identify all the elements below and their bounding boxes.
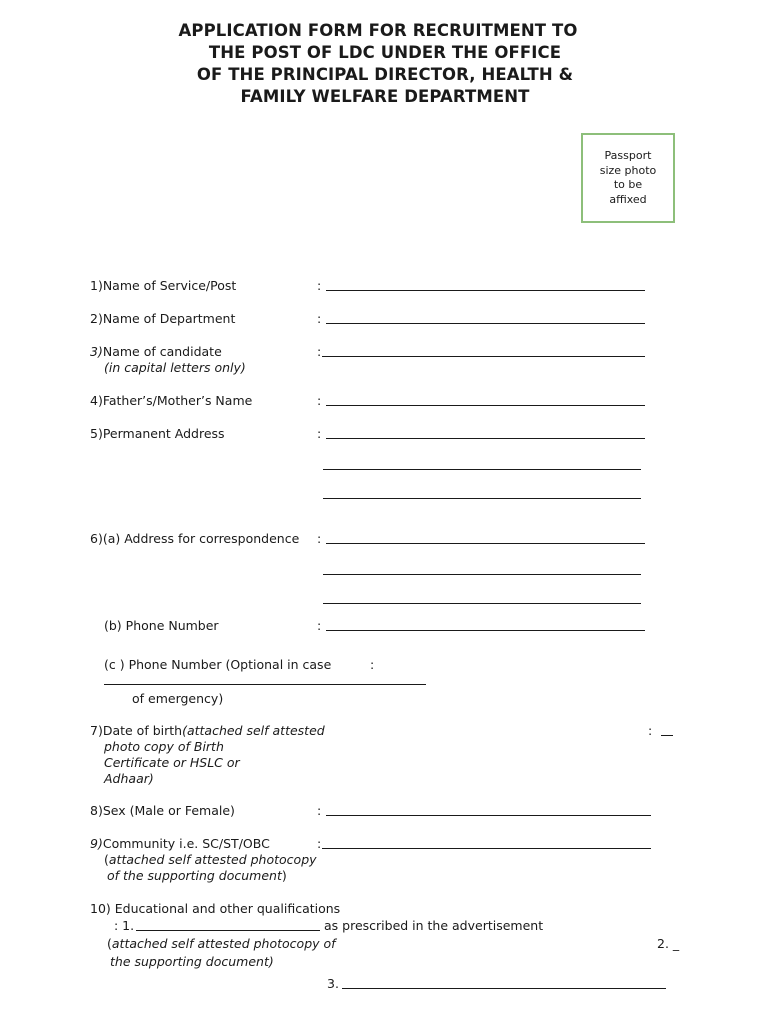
colon: : xyxy=(648,723,653,738)
colon: : xyxy=(317,803,322,818)
qualification-note-line: (attached self attested photocopy of xyxy=(107,936,336,951)
permanent-address-line-2[interactable] xyxy=(323,469,641,470)
qualification-1-field[interactable] xyxy=(136,930,320,931)
label-community xyxy=(90,836,270,852)
form-title xyxy=(0,20,770,108)
label-text: Community i.e. SC/ST/OBC xyxy=(102,836,270,851)
phone-number-field[interactable] xyxy=(326,630,645,631)
community-note-line: (attached self attested photocopy xyxy=(104,852,317,867)
title-line: FAMILY WELFARE DEPARTMENT xyxy=(240,87,530,106)
note-text: attached self attested photocopy xyxy=(108,852,317,867)
dob-note: (attached self attested xyxy=(182,723,325,738)
label-phone-number: (b) Phone Number xyxy=(104,618,219,633)
colon: : xyxy=(317,618,322,633)
emergency-phone-field[interactable] xyxy=(104,684,426,685)
title-line: THE POST OF LDC UNDER THE OFFICE xyxy=(208,43,562,62)
colon: : xyxy=(317,393,322,408)
photo-box-text: to be xyxy=(613,178,643,191)
permanent-address-line-3[interactable] xyxy=(323,498,641,499)
community-field[interactable] xyxy=(322,848,651,849)
parent-name-field[interactable] xyxy=(326,405,645,406)
colon: : xyxy=(317,278,322,293)
dob-note-line: photo copy of Birth xyxy=(104,739,224,754)
item-number: 9) xyxy=(90,836,103,851)
photo-box-text: size photo xyxy=(599,163,657,177)
photo-box-text: Passport xyxy=(604,149,652,162)
sex-field[interactable] xyxy=(326,815,651,816)
label-date-of-birth xyxy=(90,723,325,739)
qualification-3-field[interactable] xyxy=(342,988,666,989)
permanent-address-line-1[interactable] xyxy=(326,438,645,439)
qualification-note-line: the supporting document) xyxy=(110,954,274,969)
colon: : xyxy=(317,311,322,326)
note-text: attached self attested photocopy of xyxy=(111,936,336,951)
date-of-birth-field[interactable] xyxy=(661,735,673,736)
correspondence-address-line-1[interactable] xyxy=(326,543,645,544)
qualification-item-3-label: 3. xyxy=(327,976,339,991)
colon: : xyxy=(317,531,322,546)
department-field[interactable] xyxy=(326,323,645,324)
qualification-note: as prescribed in the advertisement xyxy=(324,918,544,933)
label-parent-name: 4)Father’s/Mother’s Name xyxy=(90,393,253,408)
label-text: 7)Date of birth xyxy=(90,723,183,738)
photo-box-text: affixed xyxy=(609,192,647,206)
qualification-item-2-label[interactable]: 2. _ xyxy=(657,936,680,951)
correspondence-address-line-3[interactable] xyxy=(323,603,641,604)
dob-note-line: Adhaar) xyxy=(104,771,154,786)
label-text: Name of candidate xyxy=(102,344,222,359)
label-emergency-phone: (c ) Phone Number (Optional in case xyxy=(104,657,332,672)
qualification-item-1-label: : 1. xyxy=(114,918,135,933)
colon: : xyxy=(317,426,322,441)
community-note-line: of the supporting document) xyxy=(107,868,287,883)
label-sex: 8)Sex (Male or Female) xyxy=(90,803,235,818)
label-correspondence-address: 6)(a) Address for correspondence xyxy=(90,531,300,546)
colon: : xyxy=(370,657,375,672)
label-emergency-phone-tail: of emergency) xyxy=(132,691,224,706)
item-number: 3) xyxy=(90,344,103,359)
colon: : xyxy=(317,344,322,359)
correspondence-address-line-2[interactable] xyxy=(323,574,641,575)
service-post-field[interactable] xyxy=(326,290,645,291)
colon: : xyxy=(317,836,322,851)
passport-photo-box[interactable] xyxy=(581,133,675,223)
label-permanent-address: 5)Permanent Address xyxy=(90,426,225,441)
label-qualifications: 10) Educational and other qualifications xyxy=(90,901,341,916)
label-department: 2)Name of Department xyxy=(90,311,236,326)
candidate-name-note: (in capital letters only) xyxy=(104,360,246,375)
dob-note-line: Certificate or HSLC or xyxy=(104,755,240,770)
title-line: OF THE PRINCIPAL DIRECTOR, HEALTH & xyxy=(196,65,574,84)
label-candidate-name xyxy=(90,344,222,360)
candidate-name-field[interactable] xyxy=(322,356,645,357)
label-service-post: 1)Name of Service/Post xyxy=(90,278,237,293)
title-line: APPLICATION FORM FOR RECRUITMENT TO xyxy=(178,21,578,40)
note-text: of the supporting document xyxy=(107,868,282,883)
